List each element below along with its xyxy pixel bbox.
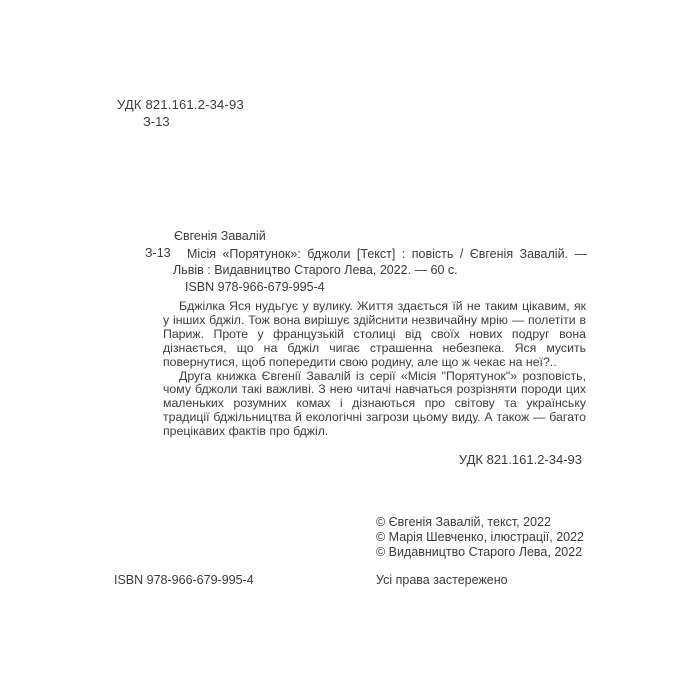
author-name: Євгенія Завалій bbox=[174, 229, 266, 243]
author-sign-code-card: З-13 bbox=[145, 246, 171, 260]
udk-classification-top: УДК 821.161.2-34-93 bbox=[117, 97, 244, 112]
copyright-block bbox=[376, 515, 584, 559]
author-sign-code-top: З-13 bbox=[143, 114, 170, 129]
annotation-paragraph-1: Бджілка Яся нудьгує у вулику. Життя здається їй не таким цікавим, як у інших бджіл. Тож вона вирішує здійснити незвичайну мрію — полетіти в Париж. Проте у французькій столиці від своїх нових подруг вона дізнається, що на бджіл чигає страшенна небезпека. Яся мусить повернутися, щоб попередити свою родину, але що ж чекає на неї?.. bbox=[163, 299, 586, 369]
bibliographic-description: Місія «Порятунок»: бджоли [Текст] : повість / Євгенія Завалій. — Львів : Видавництво Старого Лева, 2022. — 60 с. bbox=[173, 247, 587, 277]
copyright-line-illustrator: © Марія Шевченко, ілюстрації, 2022 bbox=[376, 529, 585, 544]
annotation-paragraph-2: Друга книжка Євгенії Завалій із серії «Місія "Порятунок"» розповість, чому бджоли такі важливі. З нею читачі навчаться розрізняти породи цих маленьких розумних комах і дізнаються про світову та українську традиції бджільництва й екологічні загрози цьому виду. А також — багато прецікавих фактів про бджіл. bbox=[163, 368, 586, 439]
copyright-line-publisher: © Видавництво Старого Лева, 2022 bbox=[376, 544, 583, 559]
isbn-bottom: ISBN 978-966-679-995-4 bbox=[114, 573, 254, 587]
annotation-block bbox=[163, 300, 586, 439]
udk-classification-bottom: УДК 821.161.2-34-93 bbox=[458, 452, 582, 467]
copyright-line-author-text: © Євгенія Завалій, текст, 2022 bbox=[376, 515, 551, 529]
rights-reserved-notice: Усі права застережено bbox=[376, 573, 508, 587]
isbn-card: ISBN 978-966-679-995-4 bbox=[185, 280, 325, 294]
